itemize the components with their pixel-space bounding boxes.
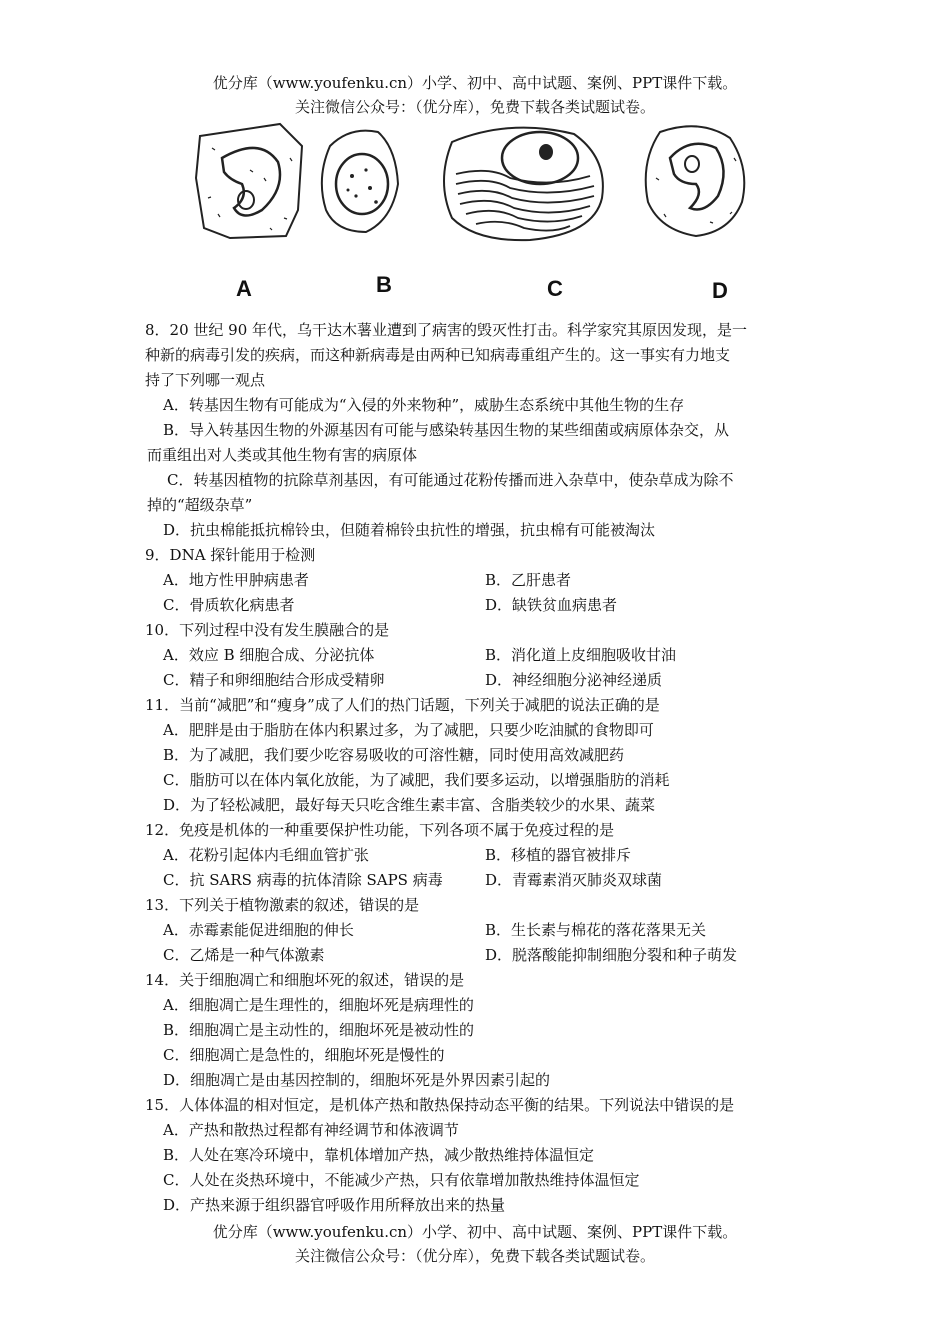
question-14: [145, 968, 810, 1093]
question-stem: 15．人体体温的相对恒定，是机体产热和散热保持动态平衡的结果。下列说法中错误的是: [145, 1096, 735, 1114]
option-c: C．细胞凋亡是急性的，细胞坏死是慢性的: [163, 1046, 445, 1064]
question-12: [145, 818, 810, 893]
option-b: B．移植的器官被排斥: [485, 846, 632, 864]
option-d: D．抗虫棉能抵抗棉铃虫，但随着棉铃虫抗性的增强，抗虫棉有可能被淘汰: [163, 521, 656, 539]
option-row: [145, 868, 810, 893]
figure-label-d: D: [712, 278, 728, 303]
option-row: [145, 843, 810, 868]
option-d: D．为了轻松减肥，最好每天只吃含维生素丰富、含脂类较少的水果、蔬菜: [163, 796, 656, 814]
option-row: [145, 943, 810, 968]
figure-label-a: A: [236, 276, 252, 301]
question-stem: 种新的病毒引发的疾病，而这种新病毒是由两种已知病毒重组产生的。这一事实有力地支: [145, 346, 731, 364]
question-stem: 12．免疫是机体的一种重要保护性功能，下列各项不属于免疫过程的是: [145, 821, 615, 839]
option-row: [145, 568, 810, 593]
option-c: C．抗 SARS 病毒的抗体清除 SAPS 病毒: [163, 871, 443, 889]
question-8: [145, 318, 810, 543]
cell-figure: [190, 118, 770, 306]
option-a: A．细胞凋亡是生理性的，细胞坏死是病理性的: [163, 996, 474, 1014]
option-b: B．人处在寒冷环境中，靠机体增加产热，减少散热维持体温恒定: [163, 1146, 595, 1164]
header-line-1: 优分库（www.youfenku.cn）小学、初中、高中试题、案例、PPT课件下载。: [212, 74, 738, 92]
option-b: B．细胞凋亡是主动性的，细胞坏死是被动性的: [163, 1021, 475, 1039]
option-b: B．为了减肥，我们要少吃容易吸收的可溶性糖，同时使用高效减肥药: [163, 746, 625, 764]
option-d: D．产热来源于组织器官呼吸作用所释放出来的热量: [163, 1196, 506, 1214]
question-9: [145, 543, 810, 618]
question-11: [145, 693, 810, 818]
option-c: C．乙烯是一种气体激素: [163, 946, 325, 964]
figure-label-c: C: [547, 276, 563, 301]
option-d: D．青霉素消灭肺炎双球菌: [485, 871, 663, 889]
footer-line-1: 优分库（www.youfenku.cn）小学、初中、高中试题、案例、PPT课件下载。: [212, 1223, 738, 1241]
option-a: A．产热和散热过程都有神经调节和体液调节: [163, 1121, 459, 1139]
option-c: C．脂肪可以在体内氧化放能，为了减肥，我们要多运动，以增强脂肪的消耗: [163, 771, 670, 789]
option-b: B．乙肝患者: [485, 571, 572, 589]
question-13: [145, 893, 810, 968]
option-d: D．脱落酸能抑制细胞分裂和种子萌发: [485, 946, 738, 964]
question-15: [145, 1093, 810, 1218]
cell-d-drawing: [646, 126, 745, 236]
option-b: B．导入转基因生物的外源基因有可能与感染转基因生物的某些细菌或病原体杂交，从: [163, 421, 730, 439]
option-b: B．生长素与棉花的落花落果无关: [485, 921, 707, 939]
option-c: C．精子和卵细胞结合形成受精卵: [163, 671, 385, 689]
option-c: C．转基因植物的抗除草剂基因，有可能通过花粉传播而进入杂草中，使杂草成为除不: [167, 471, 734, 489]
option-c: C．人处在炎热环境中，不能减少产热，只有依靠增加散热维持体温恒定: [163, 1171, 640, 1189]
option-b-cont: 而重组出对人类或其他生物有害的病原体: [147, 446, 418, 464]
option-a: A．肥胖是由于脂肪在体内积累过多，为了减肥，只要少吃油腻的食物即可: [163, 721, 654, 739]
option-row: [145, 643, 810, 668]
cell-a-drawing: [196, 124, 302, 238]
option-a: A．地方性甲肿病患者: [163, 571, 309, 589]
option-row: [145, 593, 810, 618]
question-stem: 10．下列过程中没有发生膜融合的是: [145, 621, 390, 639]
question-stem: 持了下列哪一观点: [145, 371, 266, 389]
option-a: A．效应 B 细胞合成、分泌抗体: [163, 646, 375, 664]
option-a: A．花粉引起体内毛细血管扩张: [163, 846, 369, 864]
option-c: C．骨质软化病患者: [163, 596, 295, 614]
question-list: [145, 318, 810, 1218]
question-stem: 13．下列关于植物激素的叙述，错误的是: [145, 896, 420, 914]
option-row: [145, 918, 810, 943]
option-d: D．细胞凋亡是由基因控制的，细胞坏死是外界因素引起的: [163, 1071, 551, 1089]
option-d: D．神经细胞分泌神经递质: [485, 671, 663, 689]
option-a: A．赤霉素能促进细胞的伸长: [163, 921, 354, 939]
cell-c-drawing: [444, 128, 603, 241]
cell-b-drawing: [322, 131, 398, 232]
option-a: A．转基因生物有可能成为“入侵的外来物种”，威胁生态系统中其他生物的生存: [163, 396, 685, 414]
question-10: [145, 618, 810, 693]
question-stem: 9．DNA 探针能用于检测: [145, 546, 316, 564]
option-d: D．缺铁贫血病患者: [485, 596, 618, 614]
footer-line-2: 关注微信公众号：（优分库），免费下载各类试题试卷。: [294, 1247, 655, 1265]
option-b: B．消化道上皮细胞吸收甘油: [485, 646, 677, 664]
option-c-cont: 掉的“超级杂草”: [147, 496, 253, 514]
header-line-2: 关注微信公众号：（优分库），免费下载各类试题试卷。: [294, 98, 655, 116]
question-stem: 8．20 世纪 90 年代，乌干达木薯业遭到了病害的毁灭性打击。科学家究其原因发现，是一: [145, 321, 748, 339]
figure-label-b: B: [376, 272, 392, 297]
option-row: [145, 668, 810, 693]
question-stem: 11．当前“减肥”和“瘦身”成了人们的热门话题，下列关于减肥的说法正确的是: [145, 696, 660, 714]
question-stem: 14．关于细胞凋亡和细胞坏死的叙述，错误的是: [145, 971, 465, 989]
